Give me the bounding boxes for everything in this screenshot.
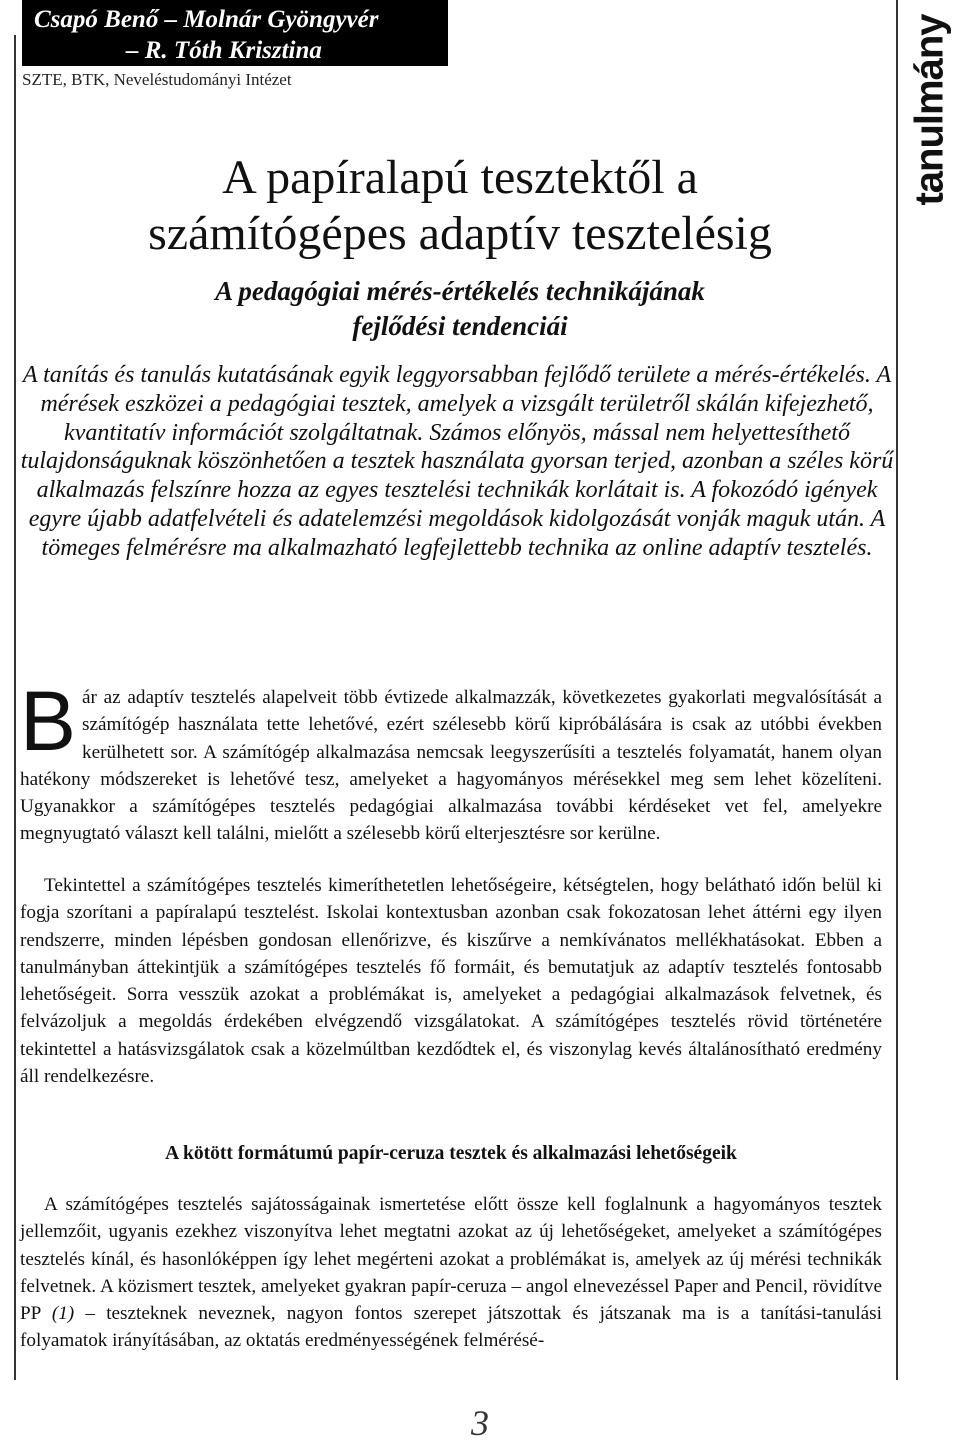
body-paragraph-2: Tekintettel a számítógépes tesztelés kimeríthetetlen lehetőségeire, kétségtelen, hogy belátható időn belül ki fogja szorítani a papíralapú tesztelést. Iskolai kontextusban azonban csak fokozatosan lehet áttérni egy ilyen rendszerre, minden lépésben gondosan ellenőrizve, és kiszűrve a nemkívánatos mellékhatásokat. Ebben a tanulmányban áttekintjük a számítógépes tesztelés fő formáit, és bemutatjuk az adaptív tesztelés fontosabb lehetőségeit. Sorra vesszük azokat a problémákat is, amelyeket a pedagógiai alkalmazások felvetnek, és felvázoljuk a megoldás érdekében elvégzendő vizsgálatokat. A számítógépes tesztelés rövid történetére tekintettel a hatásvizsgálatok csak a közelmúltban kezdődtek el, és viszonylag kevés általánosítható eredmény áll rendelkezésre. <box>20 875 882 1088</box>
section-tag-label: tanulmány <box>907 14 952 206</box>
subtitle-line-2: fejlődési tendenciái <box>352 311 568 341</box>
affiliation: SZTE, BTK, Neveléstudományi Intézet <box>22 70 292 89</box>
article-subtitle <box>30 274 890 344</box>
page-number: 3 <box>471 1403 489 1443</box>
paragraph-3-text-b: – teszteknek neveznek, nagyon fontos szerepet játszottak és játszanak ma is a tanítási-tanulási folyamatok irányításában, az oktatás eredményességének felmérésé- <box>20 1303 882 1352</box>
right-rule <box>896 0 898 1380</box>
author-line-1: Csapó Benő – Molnár Gyöngyvér <box>34 6 379 33</box>
body-paragraph-3 <box>20 1191 882 1355</box>
title-line-2: számítógépes adaptív tesztelésig <box>148 207 772 260</box>
left-rule <box>14 35 16 1380</box>
section-heading: A kötött formátumú papír-ceruza tesztek és alkalmazási lehetőségeik <box>165 1143 737 1164</box>
footnote-reference: (1) <box>51 1303 75 1325</box>
abstract: A tanítás és tanulás kutatásának egyik leggyorsabban fejlődő területe a mérés-értékelés. A mérések eszközei a pedagógiai tesztek, amelyek a vizsgált területről skálán kifejezhető, kvantitatív információt szolgáltatnak. Számos előnyös, mással nem helyettesíthető tulajdonságuknak köszönhetően a tesztek használata gyorsan terjed, azonban a széles körű alkalmazás felszínre hozza az egyes tesztelési technikák korlátait is. A fokozódó igények egyre újabb adatfelvételi és adatelemzési megoldások kidolgozását vonják maguk után. A tömeges felmérésre ma alkalmazható legfejlettebb technika az online adaptív tesztelés. <box>20 362 894 561</box>
subtitle-line-1: A pedagógiai mérés-értékelés technikájának <box>215 276 705 306</box>
body-paragraph-1 <box>20 674 882 848</box>
paragraph-3-text-a: A számítógépes tesztelés sajátosságainak ismertetése előtt össze kell foglalnunk a hagyományos tesztek jellemzőit, ugyanis ezekhez viszonyítva lehet megtatni azokat az új lehetőségeket, amelyeket a számítógépes tesztelés kínál, és hasonlóképpen így lehet megérteni azokat a problémákat is, amelyek az új mérési technikák felvetnek. A közismert tesztek, amelyeket gyakran papír-ceruza – angol elnevezéssel Paper and Pencil, rövidítve PP <box>20 1194 882 1325</box>
author-line-2: – R. Tóth Krisztina <box>126 37 322 64</box>
drop-cap: B <box>20 674 77 768</box>
section-tag <box>900 0 960 220</box>
author-box <box>22 0 448 66</box>
title-line-1: A papíralapú tesztektől a <box>222 151 698 204</box>
paragraph-1-text: ár az adaptív tesztelés alapelveit több évtizede alkalmazzák, következetes gyakorlati megvalósítását a számítógép használata tette lehetővé, ezért szélesebb körű kipróbálására is csak az utóbbi években kerülhetett sor. A számítógép alkalmazása nemcsak leegyszerűsíti a tesztelés folyamatát, hanem olyan hatékony módszereket is lehetővé tesz, amelyeket a hagyományos mérésekkel meg sem lehet közelíteni. Ugyanakkor a számítógépes tesztelés pedagógiai alkalmazása további kérdéseket vet fel, amelyekre megnyugtató választ kell találni, mielőtt a szélesebb körű elterjesztésre sor kerülne. <box>20 687 882 845</box>
article-title <box>30 150 890 262</box>
